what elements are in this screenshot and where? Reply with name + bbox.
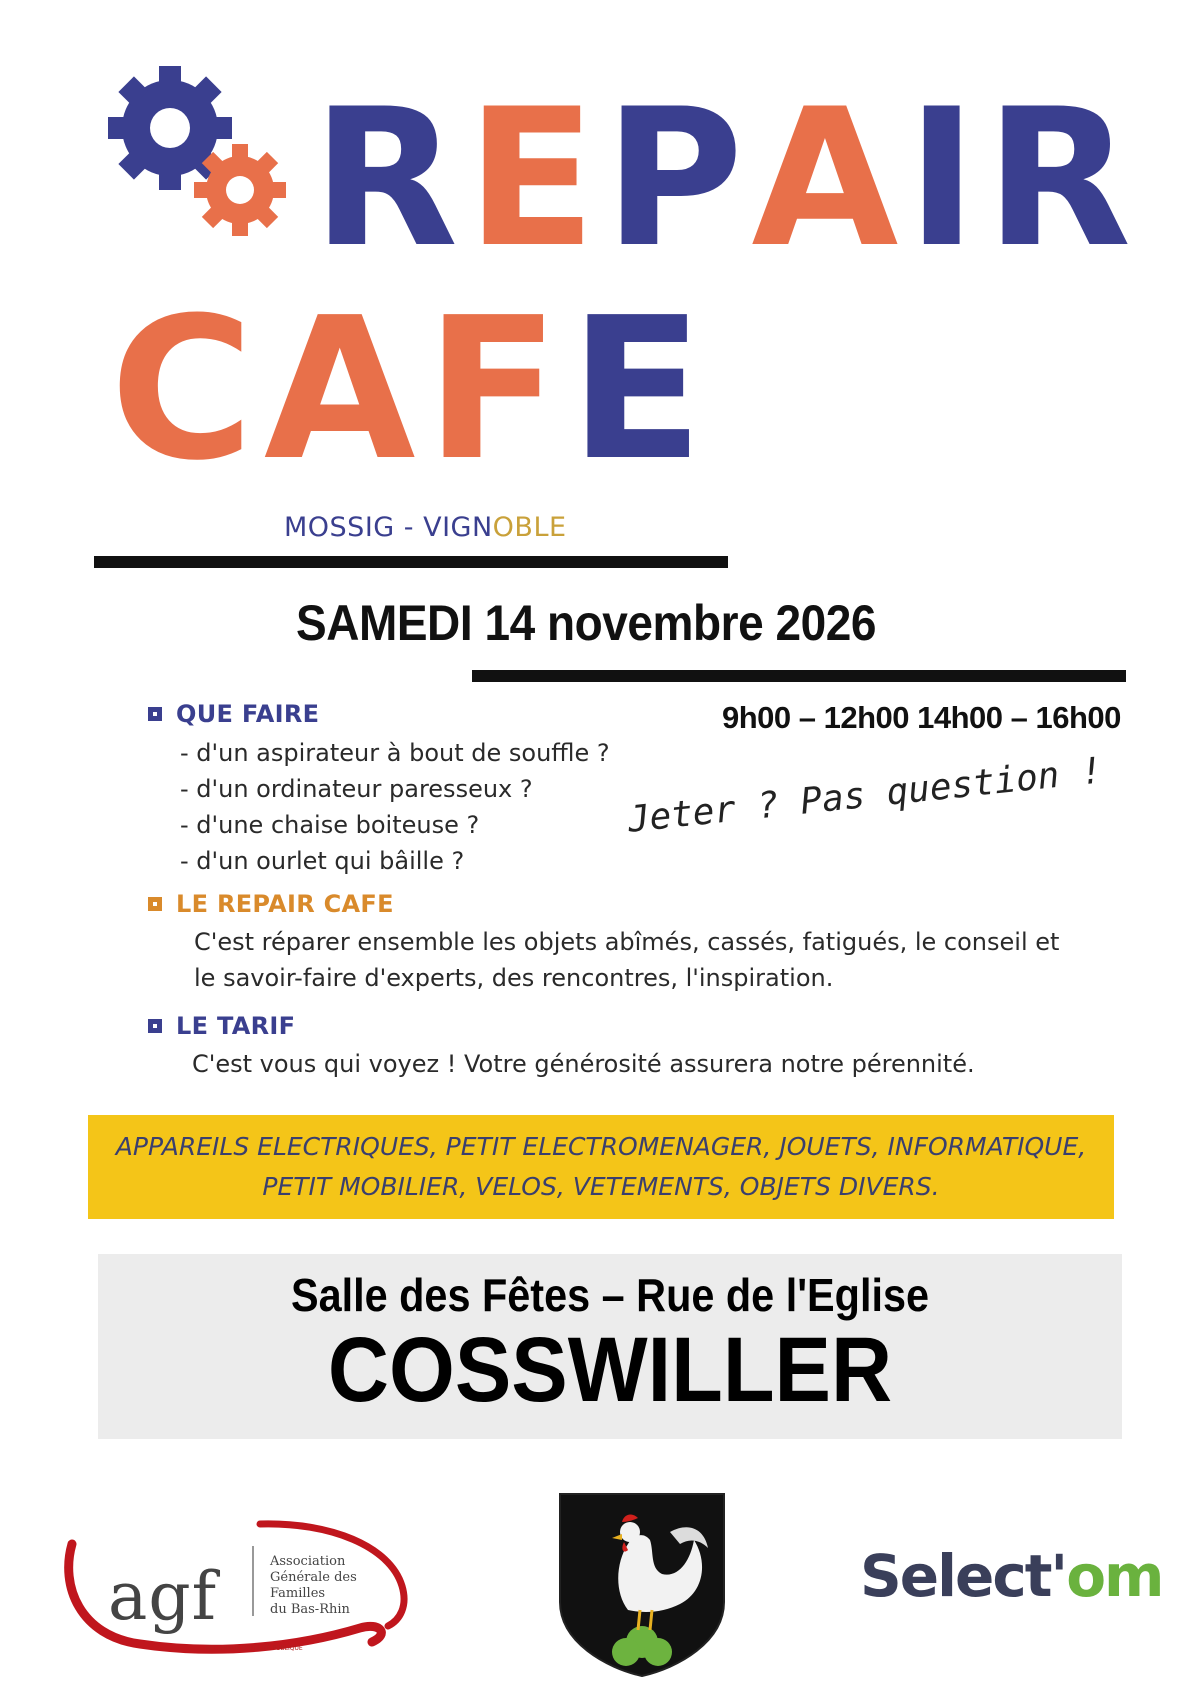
list-item: - d'un aspirateur à bout de souffle ? xyxy=(180,735,610,771)
title-letter: A xyxy=(263,276,426,504)
section-heading-tarif xyxy=(148,1012,295,1040)
gears-icon xyxy=(108,60,298,250)
list-item: - d'un ordinateur paresseux ? xyxy=(180,771,610,807)
agf-name-line: Familles xyxy=(270,1586,326,1601)
paragraph-line: C'est réparer ensemble les objets abîmés, cassés, fatigués, le conseil et xyxy=(194,928,1060,956)
section-heading-que-faire xyxy=(148,700,319,728)
list-item: - d'un ourlet qui bâille ? xyxy=(180,843,610,879)
slogan: Jeter ? Pas question ! xyxy=(625,750,1105,841)
title-letter: P xyxy=(604,68,752,289)
event-hours: 9h00 – 12h00 14h00 – 16h00 xyxy=(722,700,1121,735)
agf-logo-mark: agf xyxy=(108,1558,218,1635)
square-bullet-icon xyxy=(148,707,162,721)
subtitle-part: OBLE xyxy=(492,512,567,543)
repair-cafe-description xyxy=(194,924,1094,996)
square-bullet-icon xyxy=(148,1019,162,1033)
agf-name-line: Générale des xyxy=(270,1570,357,1585)
paragraph-line: le savoir-faire d'experts, des rencontres, l'inspiration. xyxy=(194,964,834,992)
title-letter: E xyxy=(466,68,605,289)
agf-name-line: du Bas-Rhin xyxy=(270,1602,350,1617)
venue-address: Salle des Fêtes – Rue de l'Eglise xyxy=(290,1269,930,1321)
banner-line: APPAREILS ELECTRIQUES, PETIT ELECTROMENAGER, JOUETS, INFORMATIQUE, xyxy=(115,1132,1087,1161)
title-letter: E xyxy=(569,276,714,504)
tarif-text: C'est vous qui voyez ! Votre générosité assurera notre pérennité. xyxy=(192,1050,975,1078)
agf-logo-name xyxy=(270,1554,357,1618)
rooster-crest-icon xyxy=(558,1492,726,1678)
title-cafe xyxy=(110,276,714,504)
agf-tagline: RECONNUE D'UTILITÉ PUBLIQUE xyxy=(206,1645,303,1652)
title-letter: R xyxy=(985,68,1140,289)
venue-box xyxy=(98,1254,1122,1439)
selectom-logo-part: om xyxy=(1066,1542,1163,1610)
list-item: - d'une chaise boiteuse ? xyxy=(180,807,610,843)
items-banner xyxy=(88,1115,1114,1219)
que-faire-list xyxy=(180,735,610,879)
selectom-logo xyxy=(860,1542,1163,1610)
divider xyxy=(94,556,728,568)
subtitle xyxy=(284,512,567,543)
banner-line: PETIT MOBILIER, VELOS, VETEMENTS, OBJETS DIVERS. xyxy=(262,1172,940,1201)
divider xyxy=(472,670,1126,682)
title-letter: I xyxy=(906,68,986,289)
section-heading-label: LE TARIF xyxy=(176,1012,296,1040)
selectom-logo-part: Select' xyxy=(860,1542,1067,1610)
title-letter: A xyxy=(751,68,907,289)
event-date: SAMEDI 14 novembre 2026 xyxy=(296,595,877,651)
title-letter: C xyxy=(110,276,264,504)
section-heading-label: LE REPAIR CAFE xyxy=(176,890,394,918)
title-letter: F xyxy=(425,276,570,504)
title-repair xyxy=(312,68,1140,289)
section-heading-label: QUE FAIRE xyxy=(176,700,320,728)
subtitle-part: MOSSIG - VIGN xyxy=(284,512,493,543)
square-bullet-icon xyxy=(148,897,162,911)
venue-town: COSSWILLER xyxy=(327,1319,893,1421)
agf-name-line: Association xyxy=(270,1554,346,1569)
title-letter: R xyxy=(312,68,467,289)
section-heading-repair-cafe xyxy=(148,890,394,918)
